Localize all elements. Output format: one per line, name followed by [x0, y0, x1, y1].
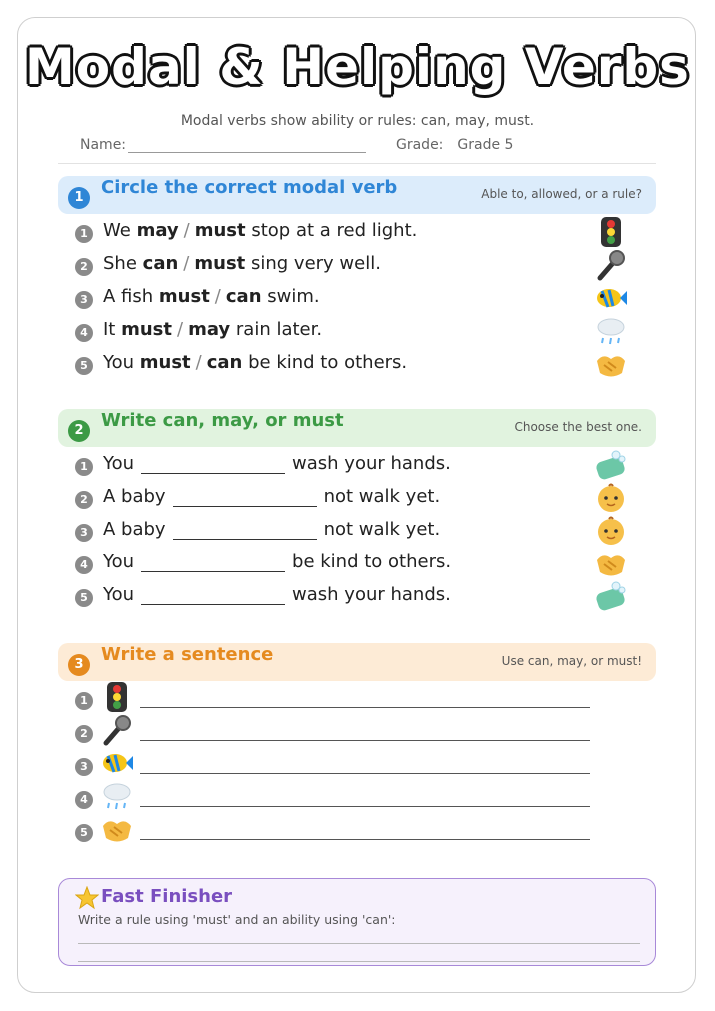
- item-number: 4: [75, 324, 93, 342]
- handshake-icon: [594, 546, 628, 580]
- sentence-line[interactable]: [140, 839, 590, 840]
- item-number: 1: [75, 225, 93, 243]
- item-text: You: [103, 352, 135, 373]
- handshake-icon: [100, 812, 134, 846]
- item-number: 3: [75, 291, 93, 309]
- answer-blank[interactable]: [141, 455, 285, 474]
- choice-b[interactable]: can: [225, 286, 262, 307]
- item-text: A baby: [103, 486, 166, 507]
- choice-b[interactable]: must: [194, 220, 246, 241]
- item-text: be kind to others.: [292, 551, 452, 572]
- item-text: be kind to others.: [248, 352, 408, 373]
- grade-value: Grade 5: [457, 137, 514, 153]
- name-field[interactable]: [80, 137, 366, 153]
- traffic-light-icon: [594, 215, 628, 249]
- item-number: 5: [75, 824, 93, 842]
- section2-number: 2: [68, 420, 90, 442]
- name-label: Name:: [80, 137, 127, 153]
- answer-line[interactable]: [78, 961, 640, 962]
- item-text: It: [103, 319, 116, 340]
- item-text: not walk yet.: [323, 519, 441, 540]
- item-text: A baby: [103, 519, 166, 540]
- rain-cloud-icon: [100, 779, 134, 813]
- rain-cloud-icon: [594, 314, 628, 348]
- section2-title: Write can, may, or must: [101, 410, 344, 431]
- item-text: She: [103, 253, 137, 274]
- item-number: 4: [75, 791, 93, 809]
- section1-title: Circle the correct modal verb: [101, 177, 398, 198]
- section1-header: [58, 176, 656, 214]
- answer-blank[interactable]: [173, 521, 317, 540]
- soap-icon: [594, 448, 628, 482]
- item-text: stop at a red light.: [251, 220, 418, 241]
- item-number: 5: [75, 589, 93, 607]
- answer-blank[interactable]: [141, 553, 285, 572]
- section3-header: [58, 643, 656, 681]
- item-text: We: [103, 220, 131, 241]
- worksheet-title: Modal & Helping Verbs: [25, 38, 690, 96]
- section3-note: Use can, may, or must!: [501, 654, 642, 668]
- item-number: 5: [75, 357, 93, 375]
- grade-label: Grade:: [396, 137, 444, 153]
- fast-finisher-prompt: Write a rule using 'must' and an ability using 'can':: [78, 912, 396, 927]
- header-divider: [58, 163, 656, 164]
- baby-icon: [594, 481, 628, 515]
- choice-b[interactable]: can: [206, 352, 243, 373]
- item-number: 4: [75, 556, 93, 574]
- section3-number: 3: [68, 654, 90, 676]
- item-text: sing very well.: [251, 253, 381, 274]
- item-text: You: [103, 584, 135, 605]
- fast-finisher-box: [58, 878, 656, 966]
- worksheet-subtitle: Modal verbs show ability or rules: can, may, must.: [180, 113, 535, 129]
- grade-field: [396, 137, 513, 153]
- answer-blank[interactable]: [173, 488, 317, 507]
- choice-a[interactable]: must: [158, 286, 210, 307]
- choice-b[interactable]: may: [188, 319, 231, 340]
- item-text: not walk yet.: [323, 486, 441, 507]
- sentence-line[interactable]: [140, 806, 590, 807]
- sentence-line[interactable]: [140, 773, 590, 774]
- baby-icon: [594, 514, 628, 548]
- name-line[interactable]: [128, 138, 366, 153]
- sentence-line[interactable]: [140, 740, 590, 741]
- sentence-line[interactable]: [140, 707, 590, 708]
- item-text: wash your hands.: [292, 453, 451, 474]
- section2-note: Choose the best one.: [514, 420, 642, 434]
- item-number: 2: [75, 258, 93, 276]
- item-number: 2: [75, 725, 93, 743]
- item-number: 2: [75, 491, 93, 509]
- item-number: 1: [75, 458, 93, 476]
- section2-header: [58, 409, 656, 447]
- answer-blank[interactable]: [141, 586, 285, 605]
- item-text: wash your hands.: [292, 584, 451, 605]
- item-number: 1: [75, 692, 93, 710]
- choice-b[interactable]: must: [194, 253, 246, 274]
- item-text: A fish: [103, 286, 154, 307]
- item-text: rain later.: [235, 319, 323, 340]
- microphone-icon: [100, 713, 134, 747]
- star-icon: [75, 886, 99, 910]
- microphone-icon: [594, 248, 628, 282]
- traffic-light-icon: [100, 680, 134, 714]
- item-text: swim.: [267, 286, 320, 307]
- fish-icon: [100, 746, 134, 780]
- soap-icon: [594, 579, 628, 613]
- choice-a[interactable]: may: [136, 220, 179, 241]
- item-number: 3: [75, 524, 93, 542]
- item-text: You: [103, 551, 135, 572]
- answer-line[interactable]: [78, 943, 640, 944]
- fish-icon: [594, 281, 628, 315]
- section1-note: Able to, allowed, or a rule?: [481, 187, 642, 201]
- choice-a[interactable]: must: [139, 352, 191, 373]
- item-number: 3: [75, 758, 93, 776]
- choice-a[interactable]: can: [142, 253, 179, 274]
- section3-title: Write a sentence: [101, 644, 274, 665]
- section1-number: 1: [68, 187, 90, 209]
- item-text: You: [103, 453, 135, 474]
- handshake-icon: [594, 347, 628, 381]
- fast-finisher-title: Fast Finisher: [101, 886, 233, 907]
- choice-a[interactable]: must: [121, 319, 172, 340]
